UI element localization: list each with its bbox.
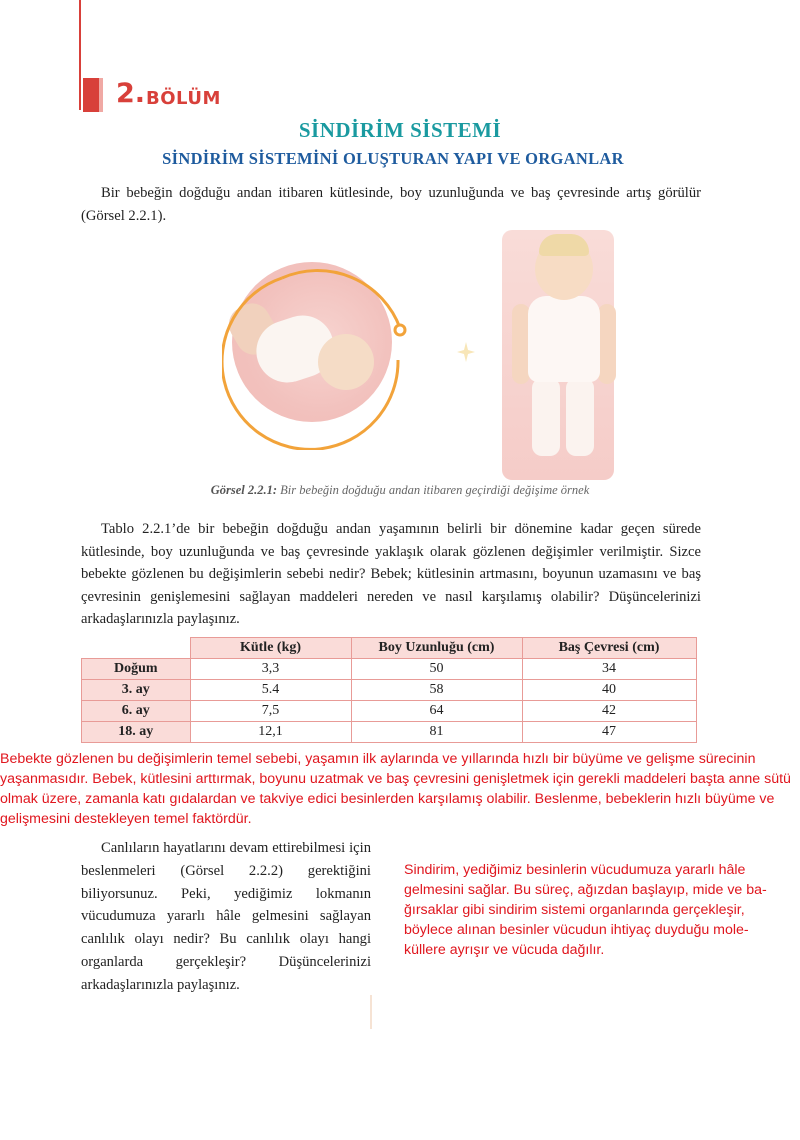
table-header: Baş Çevresi (cm)	[522, 638, 696, 659]
table-cell: 42	[522, 701, 696, 722]
table-header: Kütle (kg)	[190, 638, 351, 659]
left-column-paragraph: Canlıların hayatlarını devam ettirebilmesi için beslenmeleri (Görsel 2.2.2) gerektiğini biliyorsunuz. Peki, yediğimiz lokmanın vücudumuza yararlı hâle gelmesini sağlayan canlılık olayı nedir? Bu canlılık olayı hangi organlarda gerçekleşir? Düşüncelerinizi arkadaşlarınızla paylaşınız.	[81, 840, 371, 993]
table-cell: 34	[522, 659, 696, 680]
chapter-marker	[83, 78, 99, 112]
chapter-label: BÖLÜM	[146, 88, 221, 109]
answer-1-line: Bebekte gözlenen bu değişimlerin temel sebebi, yaşamın ilk aylarında ve yıllarında hızlı bir büyüme ve gelişme sürecinin	[0, 751, 756, 767]
growth-table	[81, 637, 697, 743]
column-divider	[370, 995, 372, 1029]
table-cell: 58	[351, 680, 522, 701]
row-label: 6. ay	[82, 701, 191, 722]
margin-line	[79, 0, 81, 110]
answer-2-line: böylece alınan besinler vücudun ihtiyaç duyduğu mole-	[404, 922, 749, 938]
answer-2	[404, 860, 774, 960]
baby-arm-right	[598, 304, 616, 384]
chapter-number: 2.	[116, 78, 146, 109]
baby-leg-left	[532, 378, 560, 456]
figure-caption	[0, 483, 800, 498]
table-corner	[82, 638, 191, 659]
answer-2-line: Sindirim, yediğimiz besinlerin vücudumuza yararlı hâle	[404, 862, 746, 878]
table-header: Boy Uzunluğu (cm)	[351, 638, 522, 659]
answer-1-line: yaşanmasıdır. Bebek, kütlesini arttırmak, boyunu uzatmak ve baş çevresini genişletmek için gerekli maddeleri başta anne sütü	[0, 771, 791, 787]
answer-2-line: ğırsaklar gibi sindirim sistemi organlarında gerçekleşir,	[404, 902, 745, 918]
page-subtitle: SİNDİRİM SİSTEMİNİ OLUŞTURAN YAPI VE ORGANLAR	[162, 149, 624, 168]
row-label: Doğum	[82, 659, 191, 680]
table-cell: 12,1	[190, 722, 351, 743]
chapter-marker-accent	[99, 78, 103, 112]
answer-2-line: küllere ayrışır ve vücuda dağılır.	[404, 942, 605, 958]
baby-romper	[528, 296, 600, 382]
table-intro-paragraph: Tablo 2.2.1’de bir bebeğin doğduğu andan yaşamının belirli bir dönemine kadar geçen sürede kütlesinde, boy uzunluğunda ve baş çevresinde yaklaşık olarak gözlenen değişimler verilmiştir. Sizce bebekte gözlenen bu değişimlerin sebebi nedir? Bebek; kütlesinin artmasını, boyunun uzamasını ve baş çevresinin genişlemesini sağlayan maddeleri nereden ve nasıl karşılamış olabilir? Düşüncelerinizi arkadaşlarınızla paylaşınız.	[81, 521, 701, 627]
baby-leg-right	[566, 378, 594, 456]
table-cell: 40	[522, 680, 696, 701]
row-label: 18. ay	[82, 722, 191, 743]
table-row	[82, 722, 697, 743]
row-label: 3. ay	[82, 680, 191, 701]
orange-arc	[222, 250, 422, 450]
table-cell: 47	[522, 722, 696, 743]
answer-1-line: olmak üzere, zamanla katı gıdalardan ve takviye edici besinlerden karşılamış olabilir. Beslenme, bebeklerin hızlı büyüme ve	[0, 791, 775, 807]
figure-caption-label: Görsel 2.2.1:	[210, 483, 278, 497]
answer-1-line: gelişmesini destekleyen temel faktördür.	[0, 811, 252, 827]
table-cell: 81	[351, 722, 522, 743]
sparkle-icon	[456, 340, 476, 364]
answer-1	[0, 749, 800, 829]
table-row	[82, 701, 697, 722]
baby-hair	[539, 234, 589, 256]
table-cell: 50	[351, 659, 522, 680]
table-cell: 7,5	[190, 701, 351, 722]
table-header-row	[82, 638, 697, 659]
answer-2-line: gelmesini sağlar. Bu süreç, ağızdan başlayıp, mide ve ba-	[404, 882, 767, 898]
page-title: SİNDİRİM SİSTEMİ	[298, 118, 502, 142]
table-cell: 5.4	[190, 680, 351, 701]
figure-caption-text: Bir bebeğin doğduğu andan itibaren geçirdiği değişime örnek	[277, 483, 590, 497]
table-cell: 64	[351, 701, 522, 722]
table-cell: 3,3	[190, 659, 351, 680]
table-row	[82, 659, 697, 680]
table-row	[82, 680, 697, 701]
intro-paragraph: Bir bebeğin doğduğu andan itibaren kütlesinde, boy uzunluğunda ve baş çevresinde artış görülür (Görsel 2.2.1).	[81, 185, 701, 224]
